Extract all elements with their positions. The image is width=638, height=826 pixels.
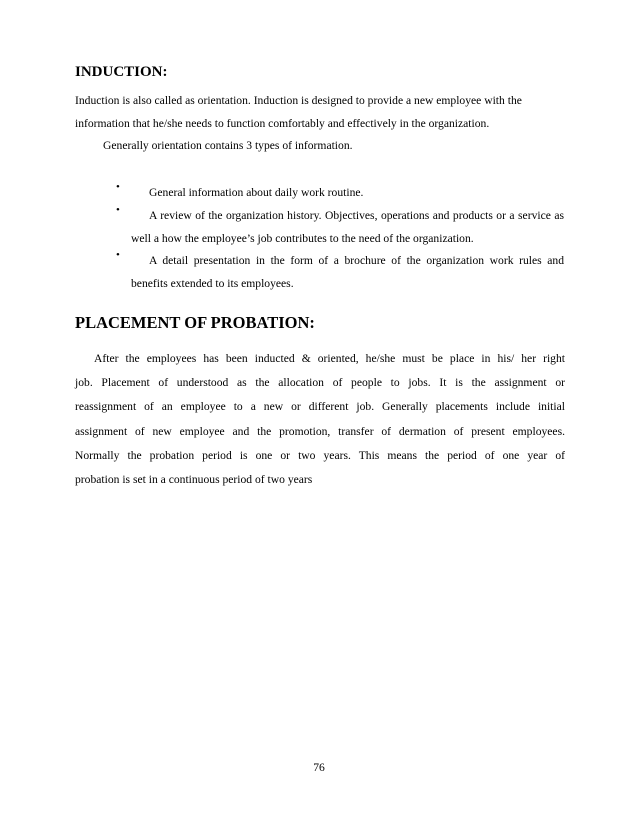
paragraph-line: reassignment of an employee to a new or different job. Generally placements include initial (75, 400, 565, 414)
placement-paragraph (75, 347, 565, 492)
paragraph-line: Normally the probation period is one or two years. This means the period of one year of (75, 448, 565, 462)
page-number: 76 (313, 761, 325, 774)
paragraph-line: information that he/she needs to function comfortably and effectively in the organization. (75, 117, 490, 130)
bullet-icon: • (116, 204, 120, 216)
bullet-icon: • (116, 181, 120, 193)
paragraph-line: job. Placement of understood as the allocation of people to jobs. It is the assignment or (75, 376, 565, 390)
placement-heading: PLACEMENT OF PROBATION: (75, 313, 315, 332)
paragraph-line: Induction is also called as orientation. Induction is designed to provide a new employee with the (75, 94, 522, 107)
induction-heading: INDUCTION: (75, 64, 168, 80)
orientation-lead-text: Generally orientation contains 3 types of information. (103, 139, 353, 152)
paragraph-line: probation is set in a continuous period of two years (75, 473, 313, 487)
bullet-text: General information about daily work routine. (149, 186, 364, 199)
induction-paragraph (75, 89, 565, 135)
paragraph-line: After the employees has been inducted & oriented, he/she must be place in his/ her right (94, 352, 565, 365)
bullet-icon: • (116, 249, 120, 261)
paragraph-line: assignment of new employee and the promotion, transfer of dermation of present employees. (75, 424, 565, 438)
bullet-text: A review of the organization history. Objectives, operations and products or a service as well a how the employee’s job contributes to the need of the organization. (131, 209, 564, 245)
bullet-text: A detail presentation in the form of a brochure of the organization work rules and benefits extended to its employees. (131, 254, 564, 290)
